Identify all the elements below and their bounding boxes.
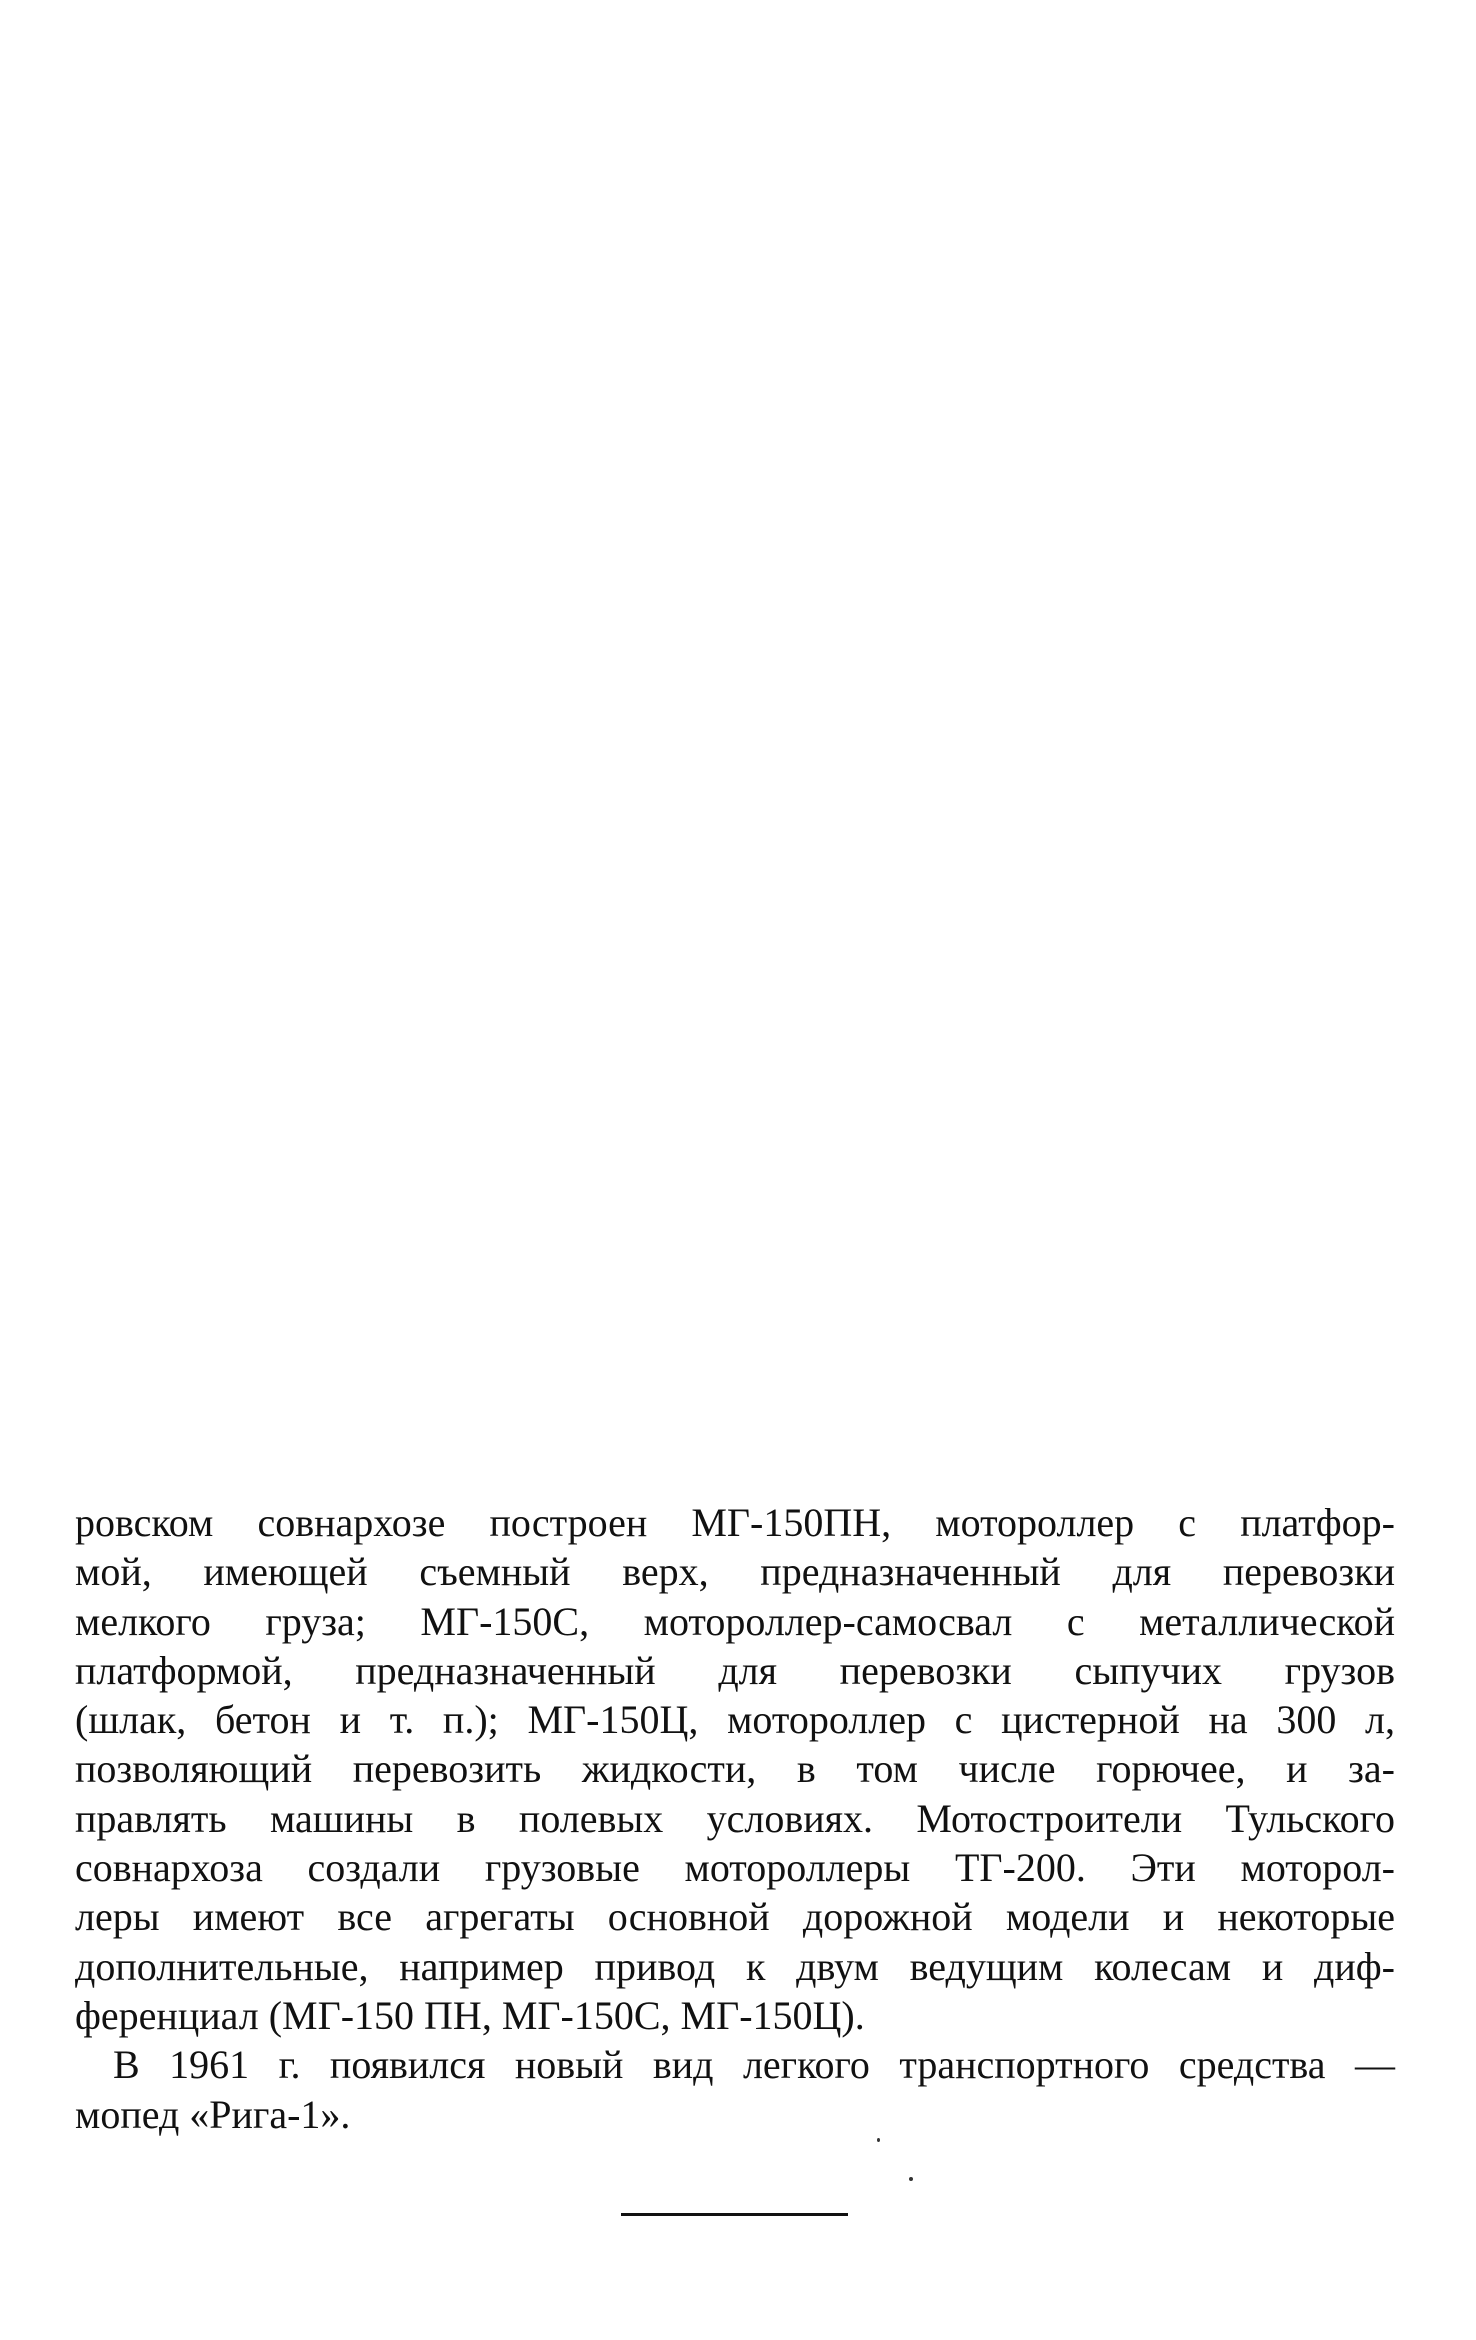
text-line: мой, имеющей съемный верх, предназначенный для перевозки (75, 1549, 1395, 1595)
text-line: мелкого груза; МГ-150С, мотороллер-самосвал с металлической (75, 1598, 1395, 1644)
end-rule (621, 2213, 848, 2216)
text-line: ровском совнархозе построен МГ-150ПН, мотороллер с платфор- (75, 1500, 1395, 1545)
text-line: леры имеют все агрегаты основной дорожной модели и некоторые (75, 1894, 1395, 1940)
text-line: правлять машины в полевых условиях. Мотостроители Тульского (75, 1795, 1395, 1841)
text-line: совнархоза создали грузовые мотороллеры ТГ-200. Эти моторол- (75, 1845, 1395, 1891)
text-line: платформой, предназначенный для перевозки сыпучих грузов (75, 1647, 1395, 1693)
print-speck (909, 2177, 913, 2181)
text-line: (шлак, бетон и т. п.); МГ-150Ц, мотороллер с цистерной на 300 л, (75, 1697, 1395, 1743)
text-line: В 1961 г. появился новый вид легкого транспортного средства — (113, 2042, 1395, 2088)
paragraph-2 (75, 2040, 1395, 2139)
text-line: мопед «Рига-1». (75, 2091, 351, 2137)
body-text (75, 1498, 1395, 2139)
text-line: дополнительные, например привод к двум ведущим колесам и диф- (75, 1943, 1395, 1989)
text-line: ференциал (МГ-150 ПН, МГ-150С, МГ-150Ц). (75, 1992, 865, 2038)
paragraph-1 (75, 1498, 1395, 2040)
print-speck (877, 2138, 880, 2142)
text-line: позволяющий перевозить жидкости, в том числе горючее, и за- (75, 1746, 1395, 1792)
